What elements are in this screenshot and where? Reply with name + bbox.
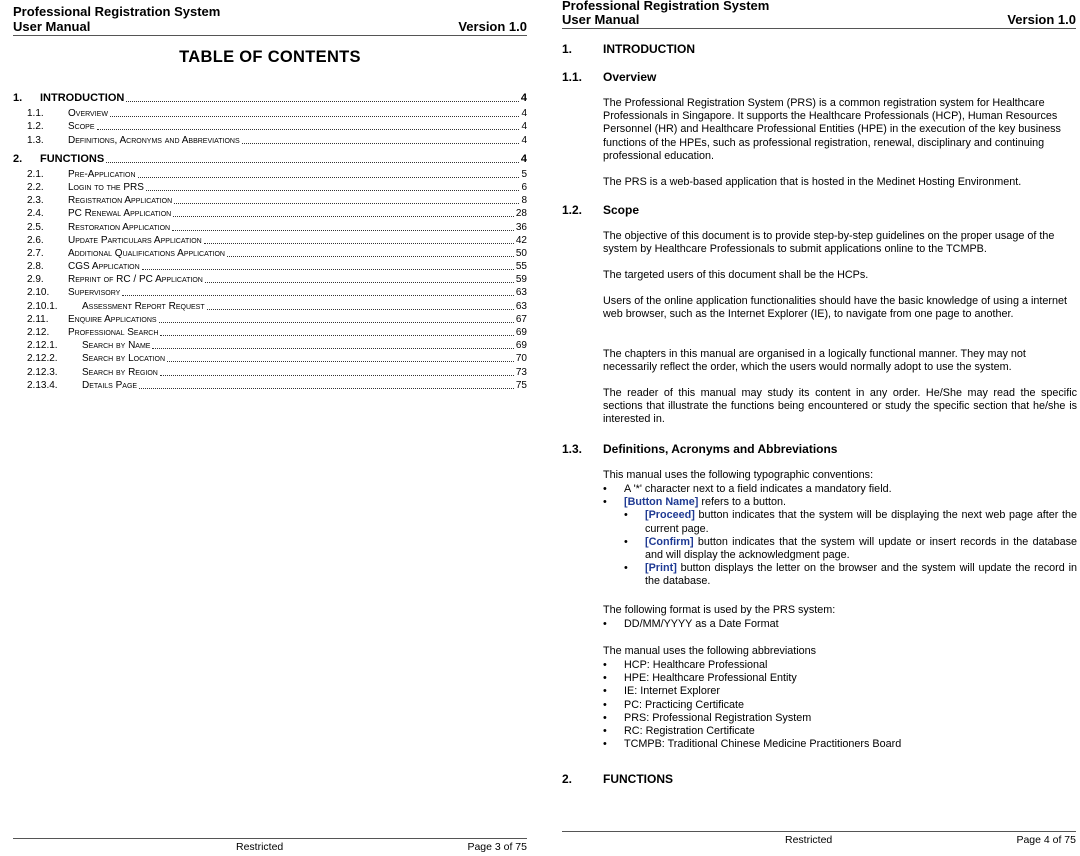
toc-entry-number: 2.8. — [27, 261, 44, 273]
toc-leader-dots — [146, 189, 519, 191]
toc-entry[interactable] — [13, 313, 527, 326]
header-rule — [13, 35, 527, 36]
toc-entry[interactable] — [13, 220, 527, 233]
scope-paragraph-1: The objective of this document is to provide step-by-step guidelines on the proper usage of the system by Healthcare Professionals to submit applications online to the TCMPB. — [603, 230, 1055, 256]
header-version: Version 1.0 — [1007, 12, 1076, 27]
list-item — [603, 562, 1077, 588]
toc-entry-label: Assessment Report Request — [82, 300, 205, 312]
section-1-number: 1. — [562, 42, 573, 56]
toc-entry-number: 2.13.4. — [27, 379, 58, 391]
toc-entry-page: 36 — [515, 221, 527, 233]
toc-title: TABLE OF CONTENTS — [179, 48, 361, 66]
toc-entry-page: 8 — [521, 195, 527, 207]
toc-entry-number: 1. — [13, 92, 23, 104]
section-2-number: 2. — [562, 772, 573, 786]
section-1-2-title: Scope — [603, 203, 640, 217]
header-version: Version 1.0 — [458, 19, 527, 34]
header-title: Professional Registration System — [562, 0, 770, 13]
list-item-text: A '*' character next to a field indicates a mandatory field. — [624, 483, 892, 495]
toc-entry-number: 2.12.1. — [27, 340, 58, 352]
toc-entry-label: Update Particulars Application — [68, 234, 202, 246]
toc-entry-page: 63 — [515, 300, 527, 312]
toc-entry-page: 4 — [520, 92, 527, 104]
toc-leader-dots — [159, 321, 514, 323]
toc-entry-page: 75 — [515, 379, 527, 391]
footer-page-number: Page 3 of 75 — [467, 841, 527, 853]
section-1-title: INTRODUCTION — [603, 42, 695, 56]
section-1-3-title: Definitions, Acronyms and Abbreviations — [603, 442, 838, 456]
toc-entry-number: 2.12. — [27, 327, 50, 338]
toc-entry-number: 1.2. — [27, 121, 44, 133]
toc-entry[interactable] — [13, 168, 527, 181]
toc-entry-page: 67 — [515, 313, 527, 325]
list-item — [603, 536, 1077, 562]
toc-entry-label: Additional Qualifications Application — [68, 247, 225, 259]
toc-leader-dots — [173, 215, 514, 217]
toc-entry-page: 69 — [515, 340, 527, 352]
toc-entry[interactable] — [13, 207, 527, 220]
toc-entry-number: 2.12.2. — [27, 353, 58, 365]
toc-leader-dots — [174, 202, 519, 204]
section-1-1-title: Overview — [603, 70, 657, 84]
toc-entry-number: 2.10.1. — [27, 300, 58, 312]
toc-entry-label: PC Renewal Application — [68, 208, 172, 220]
toc-entry-number: 2.4. — [27, 208, 44, 220]
header-subtitle: User Manual — [562, 12, 640, 27]
toc-entry[interactable] — [13, 326, 527, 339]
list-item-text: DD/MM/YYYY as a Date Format — [624, 618, 779, 630]
toc-entry-number: 2.9. — [27, 274, 44, 286]
toc-entry-label: Search by Region — [82, 366, 158, 378]
toc-leader-dots — [207, 308, 514, 310]
list-item-text: button displays the letter on the browser and the system will update the record in the database. — [645, 562, 1077, 588]
toc-entry-page: 63 — [515, 287, 527, 299]
print-label: [Print] — [645, 562, 677, 575]
toc-leader-dots — [172, 229, 514, 231]
button-name-label: [Button Name] — [624, 496, 699, 509]
list-item-text: button indicates that the system will be displaying the next web page after the current page. — [645, 509, 1077, 535]
toc-entry[interactable] — [13, 133, 527, 146]
toc-entry-label: Reprint of RC / PC Application — [68, 274, 203, 286]
toc-entry-page: 5 — [521, 168, 527, 180]
toc-entry-label: Restoration Application — [68, 221, 171, 233]
list-item-text: button indicates that the system will update or insert records in the database and will display the acknowledgment page. — [645, 535, 1077, 562]
toc-entry-number: 1.1. — [27, 108, 44, 120]
format-intro: The following format is used by the PRS system: — [603, 604, 836, 616]
toc-leader-dots — [139, 387, 514, 389]
list-item-text: refers to a button. — [698, 496, 786, 509]
toc-entry-page: 4 — [520, 152, 527, 165]
toc-entry-label: INTRODUCTION — [40, 92, 125, 104]
toc-leader-dots — [106, 161, 519, 163]
toc-entry-page: 70 — [515, 353, 527, 365]
toc-entry-label: CGS Application — [68, 261, 140, 273]
toc-leader-dots — [204, 242, 514, 244]
list-item: • HCP: Healthcare Professional — [603, 659, 1077, 672]
header-subtitle: User Manual — [13, 19, 91, 34]
toc-entry-page: 55 — [515, 261, 527, 273]
toc-leader-dots — [110, 115, 520, 117]
section-1-3-number: 1.3. — [562, 442, 583, 456]
toc-leader-dots — [152, 347, 513, 349]
toc-entry[interactable] — [13, 352, 527, 365]
toc-entry[interactable] — [13, 365, 527, 378]
list-item: • HPE: Healthcare Professional Entity — [603, 672, 1077, 685]
list-item — [603, 483, 1077, 496]
toc-entry[interactable] — [13, 181, 527, 194]
toc-entry[interactable] — [13, 260, 527, 273]
toc-entry-number: 2.1. — [27, 168, 44, 180]
header-rule — [562, 28, 1076, 29]
toc-leader-dots — [167, 360, 514, 362]
toc-entry-page: 69 — [515, 327, 527, 338]
toc-entry[interactable] — [13, 194, 527, 207]
toc-entry[interactable] — [13, 247, 527, 260]
toc-entry[interactable] — [13, 273, 527, 286]
toc-entry[interactable] — [13, 286, 527, 299]
toc-entry-label: Definitions, Acronyms and Abbreviations — [68, 134, 240, 146]
toc-entry-page: 59 — [515, 274, 527, 286]
toc-entry-page: 4 — [521, 121, 527, 133]
toc-entry-number: 2.11. — [27, 313, 49, 325]
footer-classification: Restricted — [236, 841, 284, 853]
list-item — [603, 509, 1077, 535]
abbreviations-list — [603, 659, 1077, 751]
toc-entry-number: 2.2. — [27, 181, 44, 193]
confirm-label: [Confirm] — [645, 535, 694, 548]
toc-entry[interactable] — [13, 150, 527, 166]
toc-leader-dots — [160, 334, 513, 336]
toc-leader-dots — [138, 176, 520, 178]
toc-entry-label: Search by Name — [82, 340, 151, 352]
toc-entry-page: 73 — [515, 366, 527, 378]
proceed-label: [Proceed] — [645, 509, 695, 522]
footer-classification: Restricted — [785, 834, 833, 846]
toc-leader-dots — [242, 142, 520, 144]
toc-entry-label: FUNCTIONS — [40, 152, 105, 165]
toc-leader-dots — [122, 294, 514, 296]
toc-entry-label: Login to the PRS — [68, 181, 144, 193]
toc-entry[interactable] — [13, 120, 527, 133]
abbreviations-intro: The manual uses the following abbreviations — [603, 645, 817, 657]
toc-entry[interactable] — [13, 299, 527, 312]
toc-entry-number: 1.3. — [27, 134, 44, 146]
toc-leader-dots — [142, 268, 514, 270]
format-list — [603, 618, 1077, 631]
list-item: • PC: Practicing Certificate — [603, 699, 1077, 712]
scope-paragraph-3: Users of the online application functionalities should have the basic knowledge of using a internet web browser, such as the Internet Explorer (IE), to navigate from one page to another. — [603, 295, 1067, 321]
toc-entry-page: 4 — [521, 108, 527, 120]
scope-paragraph-2: The targeted users of this document shall be the HCPs. — [603, 269, 869, 281]
toc-entry-number: 2. — [13, 152, 23, 165]
toc-entry[interactable] — [13, 339, 527, 352]
toc-entry-number: 2.3. — [27, 195, 44, 207]
footer-rule — [13, 838, 527, 839]
toc-entry-number: 2.12.3. — [27, 366, 58, 378]
toc-entry-page: 50 — [515, 247, 527, 259]
toc-entry-label: Registration Application — [68, 195, 173, 207]
toc-entry-label: Details Page — [82, 379, 138, 391]
toc-entry[interactable] — [13, 379, 527, 392]
toc-entry-page: 4 — [521, 134, 527, 146]
list-item — [603, 618, 1077, 631]
section-2-title: FUNCTIONS — [603, 772, 673, 786]
toc-entry-label: Overview — [68, 108, 108, 120]
toc-entry-page: 6 — [521, 181, 527, 193]
section-1-2-number: 1.2. — [562, 203, 583, 217]
list-item: • PRS: Professional Registration System — [603, 712, 1077, 725]
conventions-list — [603, 483, 1077, 589]
list-item — [603, 496, 1077, 509]
toc-entry-page: 42 — [515, 234, 527, 246]
toc-entry-number: 2.5. — [27, 221, 44, 233]
footer-rule — [562, 831, 1076, 832]
toc-entry-label: Supervisory — [68, 287, 121, 299]
toc-entry-number: 2.10. — [27, 287, 50, 299]
toc-entry-label: Pre-Application — [68, 168, 136, 180]
right-page — [540, 0, 1080, 856]
list-item: • TCMPB: Traditional Chinese Medicine Practitioners Board — [603, 738, 1077, 751]
toc-leader-dots — [205, 281, 514, 283]
toc-entry-page: 28 — [515, 208, 527, 220]
overview-paragraph-2: The PRS is a web-based application that is hosted in the Medinet Hosting Environment. — [603, 176, 1022, 188]
toc-leader-dots — [160, 374, 514, 376]
table-of-contents — [13, 86, 527, 392]
toc-entry-label: Search by Location — [82, 353, 165, 365]
conventions-intro: This manual uses the following typographic conventions: — [603, 469, 874, 481]
toc-leader-dots — [227, 255, 514, 257]
toc-entry-label: Professional Search — [68, 327, 159, 338]
toc-leader-dots — [97, 128, 520, 130]
header-title: Professional Registration System — [13, 4, 221, 19]
toc-entry-label: Scope — [68, 121, 95, 133]
footer-page-number: Page 4 of 75 — [1016, 834, 1076, 846]
section-1-1-number: 1.1. — [562, 70, 583, 84]
scope-paragraph-5: The reader of this manual may study its content in any order. He/She may read the specific sections that illustrate the functions being encountered or study the specific section that he/she is interested in. — [603, 387, 1077, 426]
list-item: • RC: Registration Certificate — [603, 725, 1077, 738]
toc-leader-dots — [126, 100, 519, 102]
toc-entry[interactable] — [13, 89, 527, 105]
toc-entry-number: 2.7. — [27, 247, 44, 259]
scope-paragraph-4: The chapters in this manual are organised in a logically functional manner. They may not necessarily reflect the order, which the users would normally adopt to use the system. — [603, 348, 1026, 374]
toc-entry[interactable] — [13, 234, 527, 247]
overview-paragraph-1: The Professional Registration System (PRS) is a common registration system for Healthcare Professionals in Singapore. It supports the Healthcare Professionals (HCP), Human Resources Personnel (HR) and Healthcare Professional Entities (HPE) in the execution of the key business functions of the HPEs, such as professional registration, renewal, disciplinary and continuing professional education. — [603, 97, 1061, 162]
toc-entry-label: Enquire Applications — [68, 313, 157, 325]
toc-entry-number: 2.6. — [27, 234, 44, 246]
list-item: • IE: Internet Explorer — [603, 685, 1077, 698]
toc-entry[interactable] — [13, 107, 527, 120]
